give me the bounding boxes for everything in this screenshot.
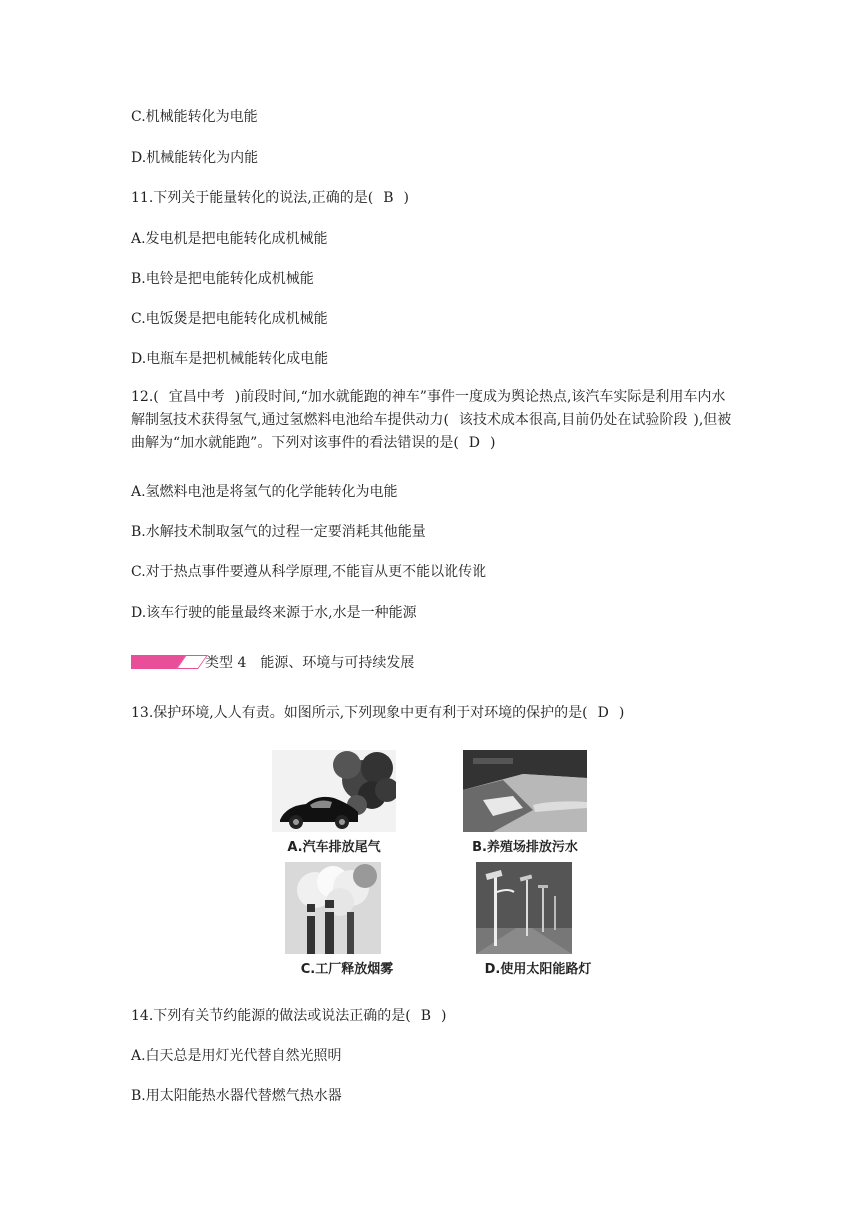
q12-part: 12.( (131, 389, 159, 405)
question-13 (131, 702, 624, 724)
figure-a (272, 750, 396, 855)
factory-smoke-image (285, 862, 381, 954)
q12-part: )前段时间,“加水就能跑的神车”事件一度成为舆论热点,该汽车实际是利用车内水解制氢技术获得氢气,通过氢燃料电池给车提供动力( (131, 389, 726, 428)
question-12 (131, 386, 735, 455)
answer: D (597, 705, 609, 721)
answer: B (383, 190, 394, 206)
section-marker (131, 655, 189, 669)
q12-option-d: D.该车行驶的能量最终来源于水,水是一种能源 (131, 605, 417, 621)
source-tag: 宜昌中考 (168, 389, 225, 405)
q12-option-c: C.对于热点事件要遵从科学原理,不能盲从更不能以讹传讹 (131, 564, 487, 580)
section-header (131, 652, 414, 672)
q11-option-c: C.电饭煲是把电能转化成机械能 (131, 311, 328, 327)
q12-part: ),但被曲解为“加水就能跑”。下列对该事件的看法错误的是( (131, 412, 732, 451)
car-exhaust-image (272, 750, 396, 832)
paren-close: ) (403, 190, 409, 206)
q14-option-b: B.用太阳能热水器代替燃气热水器 (131, 1088, 342, 1104)
q11-option-b: B.电铃是把电能转化成机械能 (131, 271, 314, 287)
caption-d: D.使用太阳能路灯 (484, 962, 592, 977)
figure-d (476, 862, 600, 977)
answer: D (468, 435, 481, 451)
caption-b: B.养殖场排放污水 (472, 840, 578, 855)
q12-part: 该技术成本很高,目前仍处在试验阶段 (458, 412, 688, 428)
question-stem: 13.保护环境,人人有责。如图所示,下列现象中更有利于对环境的保护的是( (131, 705, 588, 721)
question-11 (131, 187, 409, 209)
caption-c: C.工厂释放烟雾 (300, 962, 394, 977)
q11-option-a: A.发电机是把电能转化成机械能 (131, 231, 328, 247)
q12-option-b: B.水解技术制取氢气的过程一定要消耗其他能量 (131, 524, 426, 540)
sewage-image (463, 750, 587, 832)
option-d: D.机械能转化为内能 (131, 150, 259, 166)
paren-close: ) (618, 705, 625, 721)
question-stem: 14.下列有关节约能源的做法或说法正确的是( (131, 1008, 411, 1024)
option-c: C.机械能转化为电能 (131, 109, 258, 125)
question-stem: 11.下列关于能量转化的说法,正确的是( (131, 190, 374, 206)
q11-option-d: D.电瓶车是把机械能转化成电能 (131, 351, 329, 367)
caption-a: A.汽车排放尾气 (287, 840, 381, 855)
answer: B (420, 1008, 432, 1024)
figure-c (285, 862, 409, 977)
figure-b (463, 750, 587, 855)
q14-option-a: A.白天总是用灯光代替自然光照明 (131, 1048, 342, 1064)
solar-lights-image (476, 862, 572, 954)
section-title: 类型 4 能源、环境与可持续发展 (205, 655, 415, 671)
paren-close: ) (441, 1008, 447, 1024)
question-14 (131, 1005, 447, 1027)
paren-close: ) (490, 435, 496, 451)
q12-option-a: A.氢燃料电池是将氢气的化学能转化为电能 (131, 484, 398, 500)
